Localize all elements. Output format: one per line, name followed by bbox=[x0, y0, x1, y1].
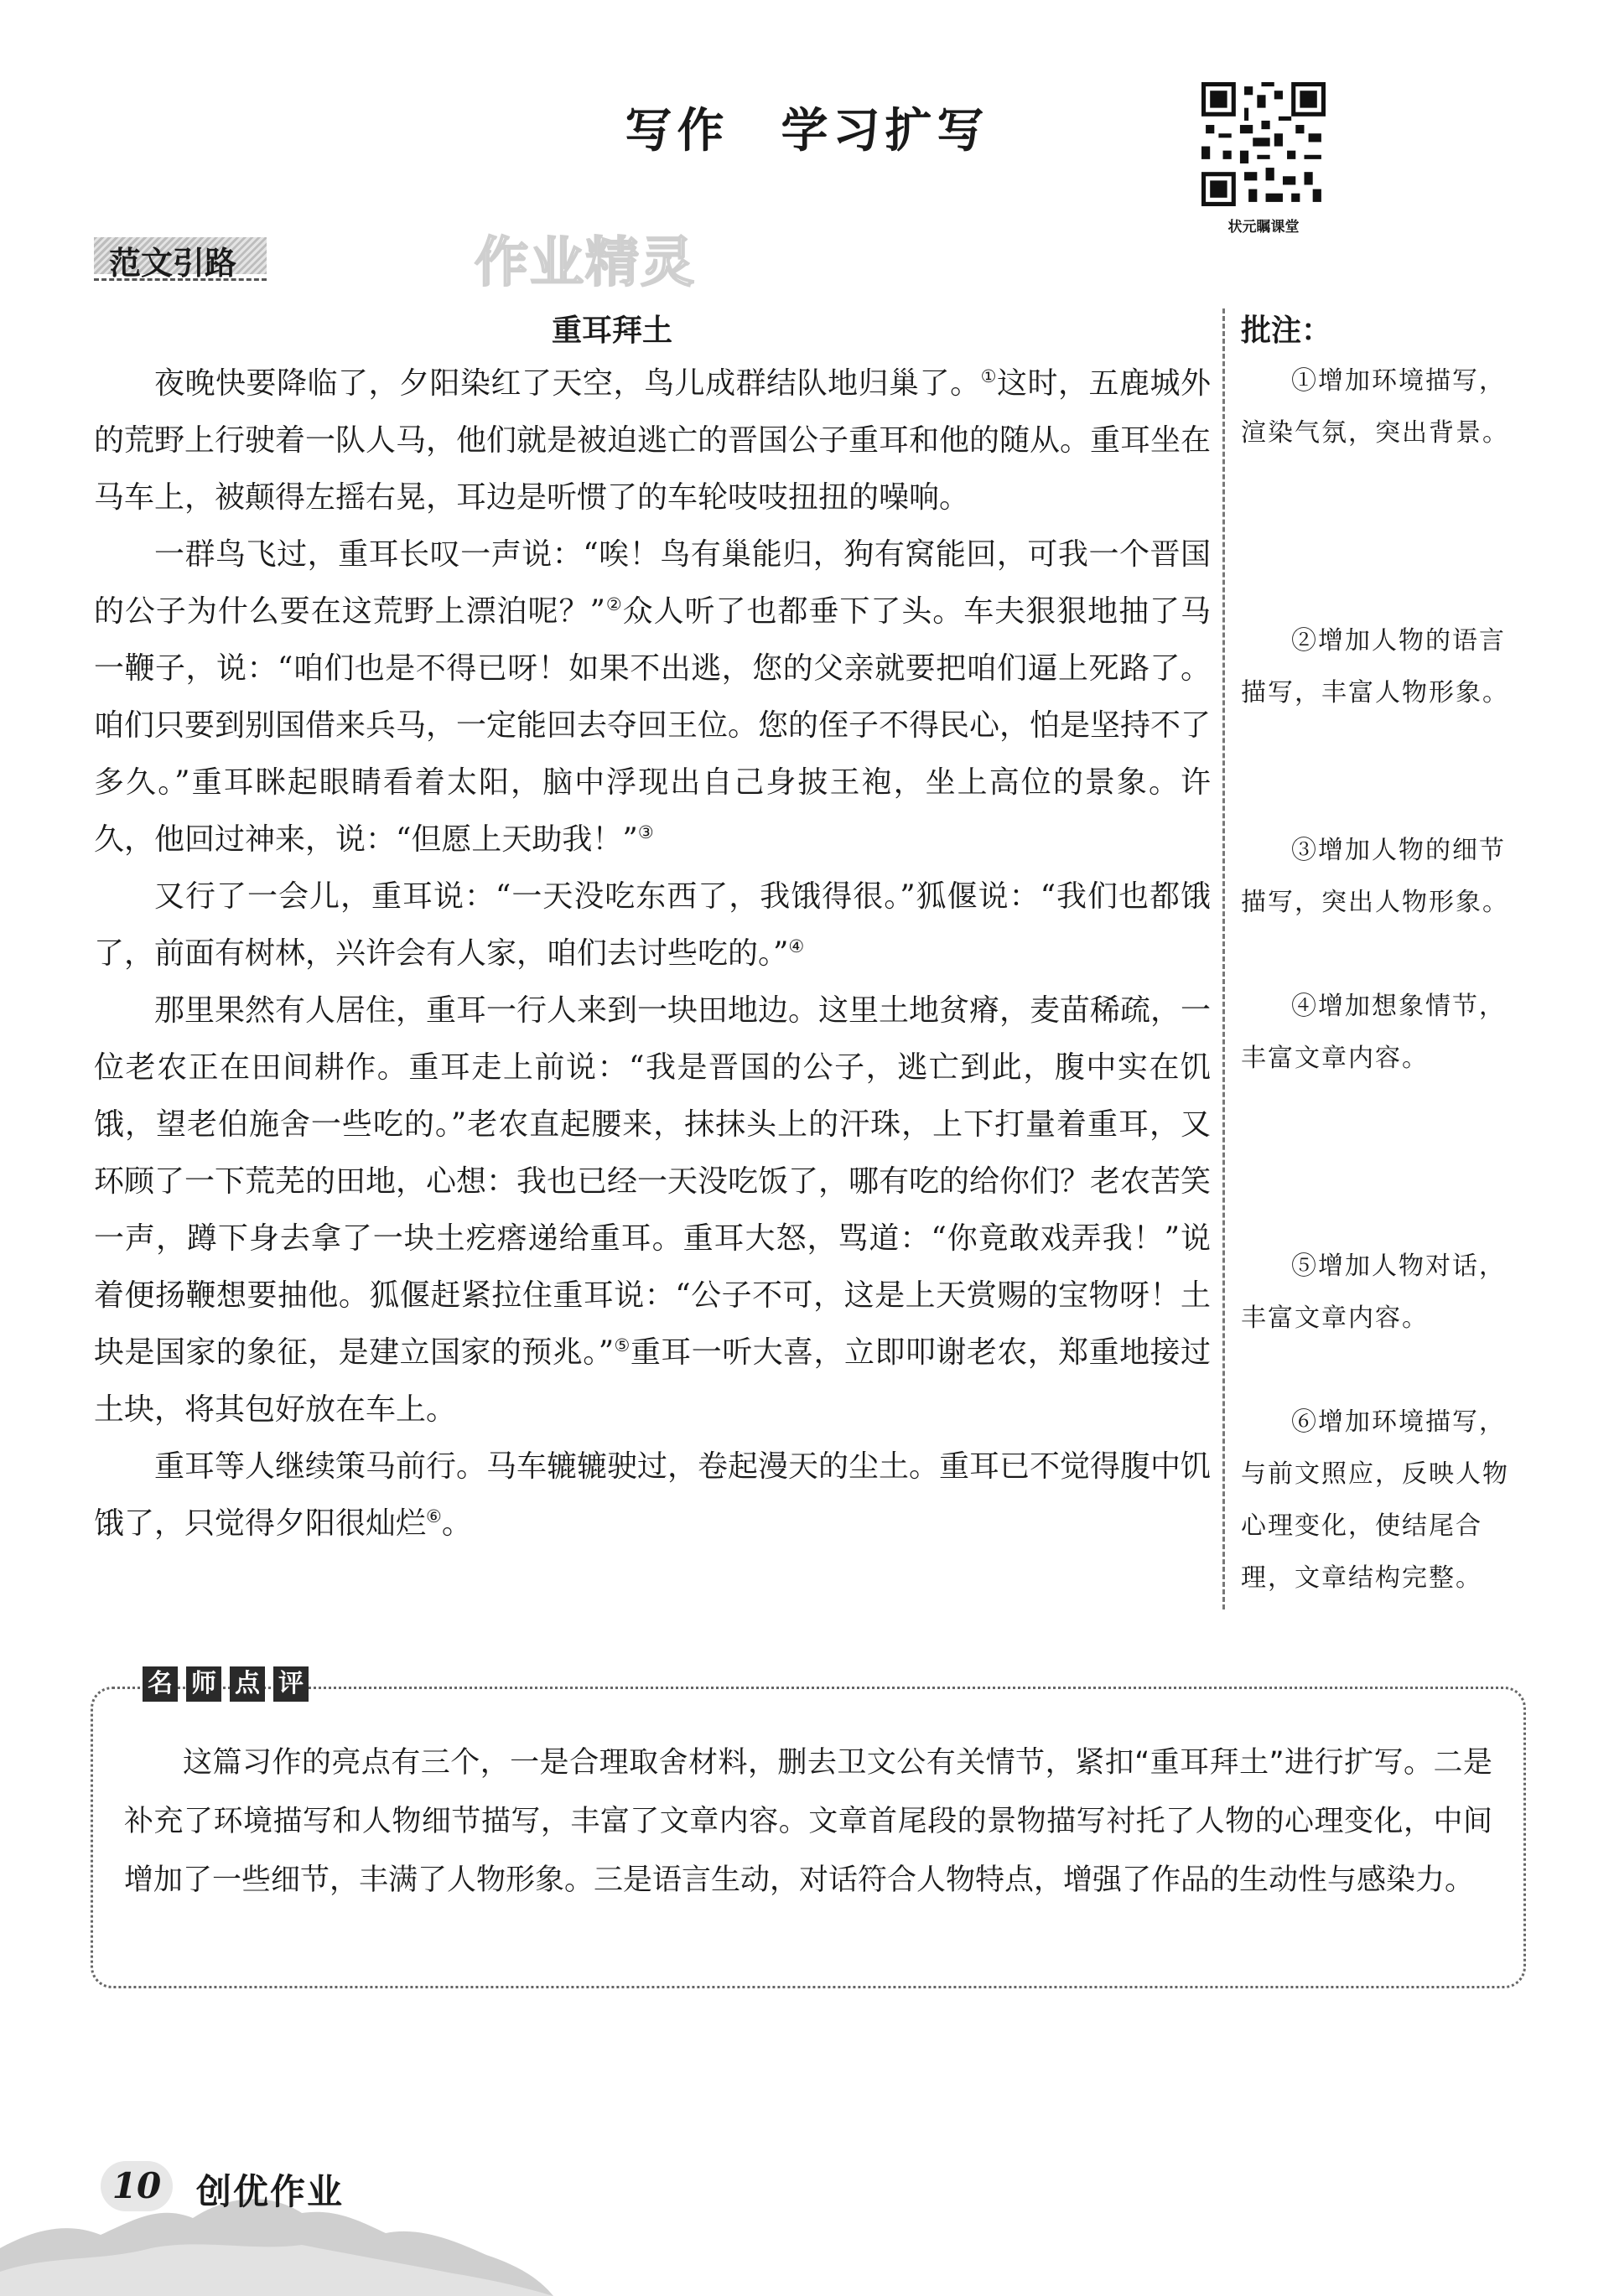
annotation-mark: ③ bbox=[637, 822, 654, 842]
annotation-mark: ⑥ bbox=[426, 1506, 442, 1526]
review-badge-char: 师 bbox=[186, 1666, 221, 1702]
notes-divider bbox=[1222, 308, 1225, 1609]
page-number: 10 bbox=[101, 2161, 173, 2211]
article-title: 重耳拜土 bbox=[551, 314, 672, 348]
essay-paragraph: 那里果然有人居住，重耳一行人来到一块田地边。这里土地贫瘠，麦苗稀疏，一位老农正在田间耕作。重耳走上前说：“我是晋国的公子，逃亡到此，腹中实在饥饿，望老伯施舍一些吃的。”老农直起腰来，抹抹头上的汗珠，上下打量着重耳，又环顾了一下荒芜的田地，心想：我也已经一天没吃饭了，哪有吃的给你们？老农苦笑一声，蹲下身去拿了一块土疙瘩递给重耳。重耳大怒，骂道：“你竟敢戏弄我！”说着便扬鞭想要抽他。狐偃赶紧拉住重耳说：“公子不可，这是上天赏赐的宝物呀！土块是国家的象征，是建立国家的预兆。”⑤重耳一听大喜，立即叩谢老农，郑重地接过土块，将其包好放在车上。 bbox=[94, 993, 1212, 1427]
essay-body bbox=[94, 355, 1211, 1552]
note-6: ⑥增加环境描写，与前文照应，反映人物心理变化，使结尾合理，文章结构完整。 bbox=[1241, 1407, 1509, 1593]
note-1: ①增加环境描写，渲染气氛，突出背景。 bbox=[1241, 366, 1509, 448]
review-text: 这篇习作的亮点有三个，一是合理取舍材料，删去卫文公有关情节，紧扣“重耳拜土”进行扩写。二是补充了环境描写和人物细节描写，丰富了文章内容。文章首尾段的景物描写衬托了人物的心理变化，中间增加了一些细节，丰满了人物形象。三是语言生动，对话符合人物特点，增强了作品的生动性与感染力。 bbox=[124, 1746, 1492, 1897]
brand-logo: 创优作业 bbox=[196, 2171, 345, 2212]
qr-code-icon[interactable] bbox=[1201, 82, 1326, 206]
review-badge-char: 点 bbox=[230, 1666, 265, 1702]
annotation-mark: ⑤ bbox=[614, 1335, 631, 1355]
note-2: ②增加人物的语言描写，丰富人物形象。 bbox=[1241, 626, 1509, 707]
notes-title: 批注： bbox=[1241, 314, 1332, 348]
review-badge-char: 名 bbox=[143, 1666, 178, 1702]
section-tag-label: 范文引路 bbox=[109, 245, 237, 282]
essay-paragraph: 重耳等人继续策马前行。马车辘辘驶过，卷起漫天的尘土。重耳已不觉得腹中饥饿了，只觉得夕阳很灿烂⑥。 bbox=[94, 1449, 1212, 1541]
review-badge-char: 评 bbox=[273, 1666, 309, 1702]
annotation-mark: ② bbox=[605, 594, 623, 614]
note-3: ③增加人物的细节描写，突出人物形象。 bbox=[1241, 836, 1509, 917]
annotation-mark: ① bbox=[980, 366, 997, 386]
watermark: 作业精灵 bbox=[475, 232, 696, 294]
essay-paragraph: 又行了一会儿，重耳说：“一天没吃东西了，我饿得很。”狐偃说：“我们也都饿了，前面有树林，兴许会有人家，咱们去讨些吃的。”④ bbox=[94, 879, 1211, 971]
section-tag bbox=[94, 237, 267, 282]
essay-paragraph: 夜晚快要降临了，夕阳染红了天空，鸟儿成群结队地归巢了。①这时，五鹿城外的荒野上行驶着一队人马，他们就是被迫逃亡的晋国公子重耳和他的随从。重耳坐在马车上，被颠得左摇右晃，耳边是听惯了的车轮吱吱扭扭的噪响。 bbox=[94, 366, 1212, 515]
essay-paragraph: 一群鸟飞过，重耳长叹一声说：“唉！鸟有巢能归，狗有窝能回，可我一个晋国的公子为什么要在这荒野上漂泊呢？”②众人听了也都垂下了头。车夫狠狠地抽了马一鞭子，说：“咱们也是不得已呀！如果不出逃，您的父亲就要把咱们逼上死路了。咱们只要到别国借来兵马，一定能回去夺回王位。您的侄子不得民心，怕是坚持不了多久。”重耳眯起眼睛看着太阳，脑中浮现出自己身披王袍，坐上高位的景象。许久，他回过神来，说：“但愿上天助我！”③ bbox=[94, 537, 1212, 857]
qr-caption: 状元瞩课堂 bbox=[1227, 219, 1300, 236]
annotation-mark: ④ bbox=[788, 936, 805, 956]
note-4: ④增加想象情节，丰富文章内容。 bbox=[1241, 992, 1506, 1073]
note-5: ⑤增加人物对话，丰富文章内容。 bbox=[1241, 1252, 1506, 1333]
page-title: 写作 学习扩写 bbox=[625, 104, 989, 158]
